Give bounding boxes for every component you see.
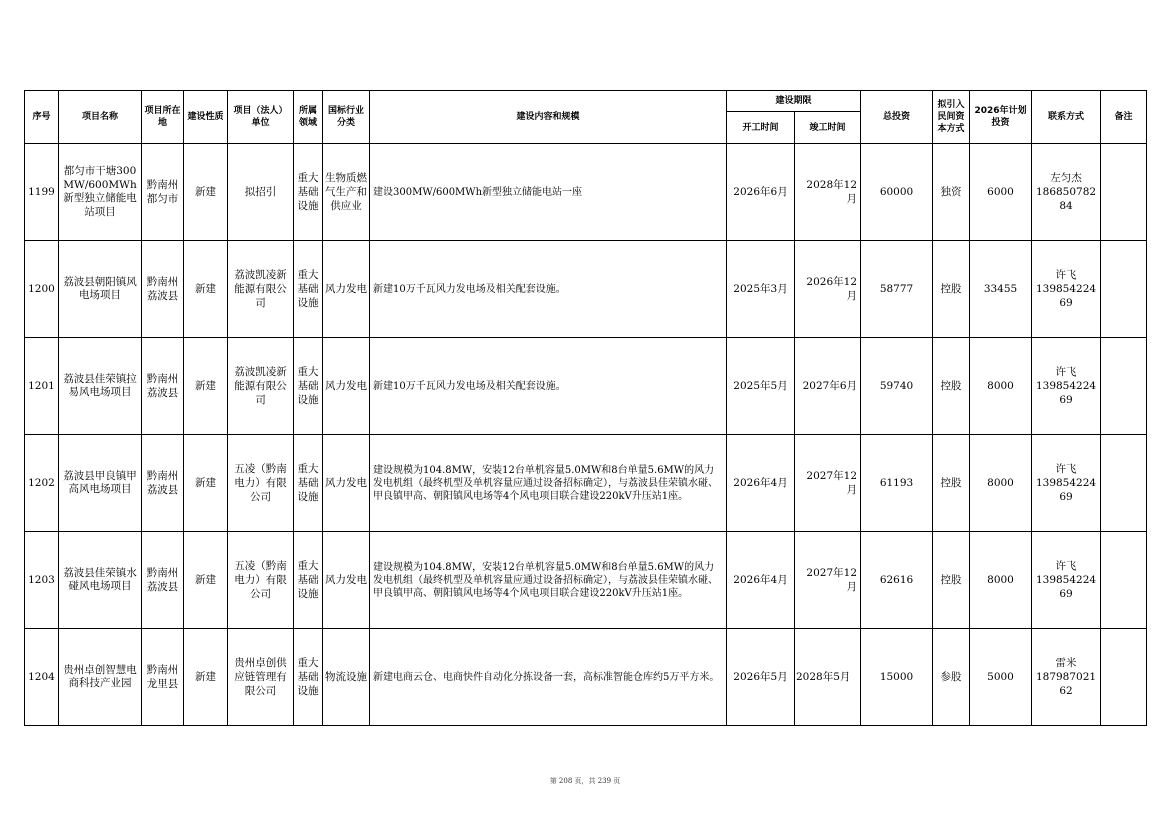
cell-end: 2027年12月 [795, 435, 861, 532]
cell-seq: 1204 [25, 629, 59, 726]
project-table [24, 90, 1147, 726]
cell-field: 重大基础设施 [294, 241, 323, 338]
cell-unit: 拟招引 [228, 144, 294, 241]
cell-industry: 物流设施 [323, 629, 370, 726]
cell-project-name: 荔波县甲良镇甲高风电场项目 [59, 435, 142, 532]
cell-seq: 1200 [25, 241, 59, 338]
cell-capital: 独资 [933, 144, 970, 241]
cell-end: 2026年12月 [795, 241, 861, 338]
header-total: 总投资 [861, 91, 933, 144]
cell-plan2026: 8000 [970, 338, 1032, 435]
header-period: 建设期限 [727, 91, 861, 112]
header-capital: 拟引入民间资本方式 [933, 91, 970, 144]
cell-start: 2025年5月 [727, 338, 795, 435]
header-field: 所属领域 [294, 91, 323, 144]
table-row [25, 338, 1147, 435]
page-footer: 第 208 页，共 239 页 [549, 777, 621, 785]
cell-seq: 1199 [25, 144, 59, 241]
cell-nature: 新建 [184, 144, 228, 241]
cell-project-name: 荔波县佳荣镇水碰风电场项目 [59, 532, 142, 629]
cell-nature: 新建 [184, 338, 228, 435]
cell-field: 重大基础设施 [294, 629, 323, 726]
contact-name: 许飞 [1055, 463, 1077, 475]
cell-seq: 1202 [25, 435, 59, 532]
cell-content: 建设规模为104.8MW，安装12台单机容量5.0MW和8台单量5.6MW的风力发电机组（最终机型及单机容量应通过设备招标确定），与荔波县佳荣镇水碰、甲良镇甲高、朝阳镇风电场等4个风电项目联合建设220kV升压站1座。 [370, 435, 727, 532]
header-start: 开工时间 [727, 112, 795, 144]
cell-industry: 风力发电 [323, 338, 370, 435]
cell-start: 2025年3月 [727, 241, 795, 338]
contact-name: 雷米 [1055, 657, 1077, 669]
cell-industry: 风力发电 [323, 435, 370, 532]
cell-contact [1032, 532, 1101, 629]
cell-unit: 荔波凯凌新能源有限公司 [228, 338, 294, 435]
cell-total: 60000 [861, 144, 933, 241]
contact-phone: 13985422469 [1035, 283, 1097, 309]
table-row [25, 241, 1147, 338]
cell-total: 62616 [861, 532, 933, 629]
header-nature: 建设性质 [184, 91, 228, 144]
contact-phone: 13985422469 [1035, 574, 1097, 600]
table-row [25, 629, 1147, 726]
cell-capital: 参股 [933, 629, 970, 726]
cell-contact [1032, 338, 1101, 435]
cell-remark [1101, 338, 1147, 435]
contact-phone: 18685078284 [1035, 186, 1097, 212]
cell-start: 2026年4月 [727, 435, 795, 532]
cell-contact [1032, 241, 1101, 338]
cell-field: 重大基础设施 [294, 338, 323, 435]
table-row [25, 435, 1147, 532]
cell-location: 黔南州都匀市 [142, 144, 184, 241]
header-end: 竣工时间 [795, 112, 861, 144]
cell-project-name: 荔波县朝阳镇风电场项目 [59, 241, 142, 338]
cell-industry: 风力发电 [323, 532, 370, 629]
contact-name: 许飞 [1055, 366, 1077, 378]
cell-total: 15000 [861, 629, 933, 726]
cell-nature: 新建 [184, 629, 228, 726]
cell-nature: 新建 [184, 435, 228, 532]
cell-unit: 贵州卓创供应链管理有限公司 [228, 629, 294, 726]
cell-field: 重大基础设施 [294, 532, 323, 629]
cell-end: 2027年12月 [795, 532, 861, 629]
cell-unit: 五凌（黔南电力）有限公司 [228, 532, 294, 629]
contact-name: 左匀杰 [1050, 172, 1082, 184]
cell-nature: 新建 [184, 241, 228, 338]
cell-content: 新建10万千瓦风力发电场及相关配套设施。 [370, 338, 727, 435]
cell-location: 黔南州荔波县 [142, 435, 184, 532]
cell-content: 建设规模为104.8MW，安装12台单机容量5.0MW和8台单量5.6MW的风力发电机组（最终机型及单机容量应通过设备招标确定），与荔波县佳荣镇水碰、甲良镇甲高、朝阳镇风电场等4个风电项目联合建设220kV升压站1座。 [370, 532, 727, 629]
cell-industry: 风力发电 [323, 241, 370, 338]
cell-remark [1101, 144, 1147, 241]
cell-location: 黔南州荔波县 [142, 241, 184, 338]
header-content: 建设内容和规模 [370, 91, 727, 144]
cell-total: 59740 [861, 338, 933, 435]
header-remark: 备注 [1101, 91, 1147, 144]
cell-plan2026: 6000 [970, 144, 1032, 241]
cell-end: 2028年5月 [795, 629, 861, 726]
cell-unit: 五凌（黔南电力）有限公司 [228, 435, 294, 532]
cell-end: 2027年6月 [795, 338, 861, 435]
cell-unit: 荔波凯凌新能源有限公司 [228, 241, 294, 338]
cell-contact [1032, 144, 1101, 241]
contact-phone: 13985422469 [1035, 477, 1097, 503]
cell-remark [1101, 629, 1147, 726]
cell-field: 重大基础设施 [294, 435, 323, 532]
contact-phone: 18798702162 [1035, 671, 1097, 697]
cell-content: 新建10万千瓦风力发电场及相关配套设施。 [370, 241, 727, 338]
cell-content: 新建电商云仓、电商快件自动化分拣设备一套，高标准智能仓库约5万平方米。 [370, 629, 727, 726]
header-industry: 国标行业分类 [323, 91, 370, 144]
cell-project-name: 都匀市干塘300MW/600MWh新型独立储能电站项目 [59, 144, 142, 241]
cell-plan2026: 8000 [970, 532, 1032, 629]
cell-nature: 新建 [184, 532, 228, 629]
cell-remark [1101, 532, 1147, 629]
cell-location: 黔南州荔波县 [142, 532, 184, 629]
cell-plan2026: 8000 [970, 435, 1032, 532]
cell-seq: 1201 [25, 338, 59, 435]
cell-remark [1101, 435, 1147, 532]
header-project-name: 项目名称 [59, 91, 142, 144]
cell-total: 61193 [861, 435, 933, 532]
cell-capital: 控股 [933, 338, 970, 435]
cell-plan2026: 5000 [970, 629, 1032, 726]
cell-remark [1101, 241, 1147, 338]
cell-capital: 控股 [933, 241, 970, 338]
header-seq: 序号 [25, 91, 59, 144]
cell-seq: 1203 [25, 532, 59, 629]
cell-contact [1032, 435, 1101, 532]
cell-capital: 控股 [933, 532, 970, 629]
cell-project-name: 贵州卓创智慧电商科技产业园 [59, 629, 142, 726]
cell-total: 58777 [861, 241, 933, 338]
cell-capital: 控股 [933, 435, 970, 532]
cell-location: 黔南州龙里县 [142, 629, 184, 726]
cell-content: 建设300MW/600MWh新型独立储能电站一座 [370, 144, 727, 241]
cell-plan2026: 33455 [970, 241, 1032, 338]
header-location: 项目所在地 [142, 91, 184, 144]
cell-field: 重大基础设施 [294, 144, 323, 241]
header-contact: 联系方式 [1032, 91, 1101, 144]
contact-phone: 13985422469 [1035, 380, 1097, 406]
cell-contact [1032, 629, 1101, 726]
cell-start: 2026年6月 [727, 144, 795, 241]
header-plan2026: 2026年计划投资 [970, 91, 1032, 144]
cell-location: 黔南州荔波县 [142, 338, 184, 435]
contact-name: 许飞 [1055, 560, 1077, 572]
contact-name: 许飞 [1055, 269, 1077, 281]
cell-end: 2028年12月 [795, 144, 861, 241]
cell-industry: 生物质燃气生产和供应业 [323, 144, 370, 241]
table-row [25, 532, 1147, 629]
cell-project-name: 荔波县佳荣镇拉易风电场项目 [59, 338, 142, 435]
cell-start: 2026年4月 [727, 532, 795, 629]
header-unit: 项目（法人）单位 [228, 91, 294, 144]
table-row [25, 144, 1147, 241]
cell-start: 2026年5月 [727, 629, 795, 726]
